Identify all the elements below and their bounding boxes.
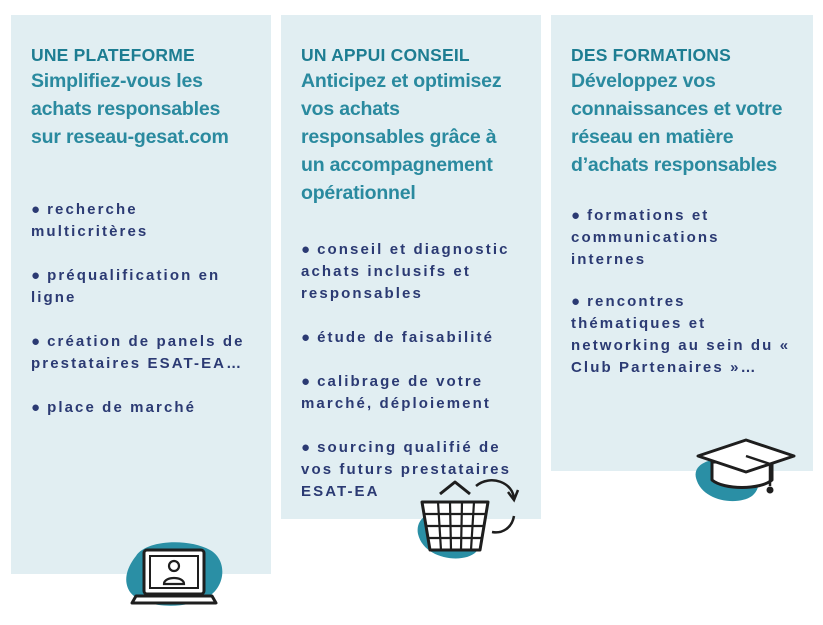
graduation-cap-icon [690,434,800,514]
feature-list [571,205,797,379]
panel-headline: Simplifiez-vous les achats responsables sur reseau-gesat.com [31,70,229,148]
list-item: ● calibrage de votre marché, déploiement [301,373,491,412]
laptop-user-icon [118,536,228,621]
panel-kicker: DES FORMATIONS [571,45,731,65]
feature-list [31,199,255,419]
panel-headline: Anticipez et optimisez vos achats responsables grâce à un accompagnement opérationnel [301,70,502,204]
panel-consulting [281,15,541,519]
list-item: ● recherche multicritères [31,201,149,240]
panel-kicker: UN APPUI CONSEIL [301,45,470,65]
list-item: ● rencontres thématiques et networking au sein du « Club Partenaires »… [571,293,791,376]
panel-headline: Développez vos connaissances et votre réseau en matière d’achats responsables [571,70,783,176]
panel-platform [11,15,271,574]
list-item: ● formations et communications internes [571,207,720,268]
list-item: ● place de marché [31,399,197,416]
basket-cycle-icon [410,476,525,571]
panel-training [551,15,813,471]
list-item: ● préqualification en ligne [31,267,221,306]
list-item: ● sourcing qualifié de vos futurs prestataires ESAT-EA [301,439,512,500]
list-item: ● création de panels de prestataires ESAT-EA… [31,333,245,372]
feature-list [301,239,525,503]
list-item: ● conseil et diagnostic achats inclusifs et responsables [301,241,510,302]
list-item: ● étude de faisabilité [301,329,495,346]
panel-kicker: UNE PLATEFORME [31,45,195,65]
